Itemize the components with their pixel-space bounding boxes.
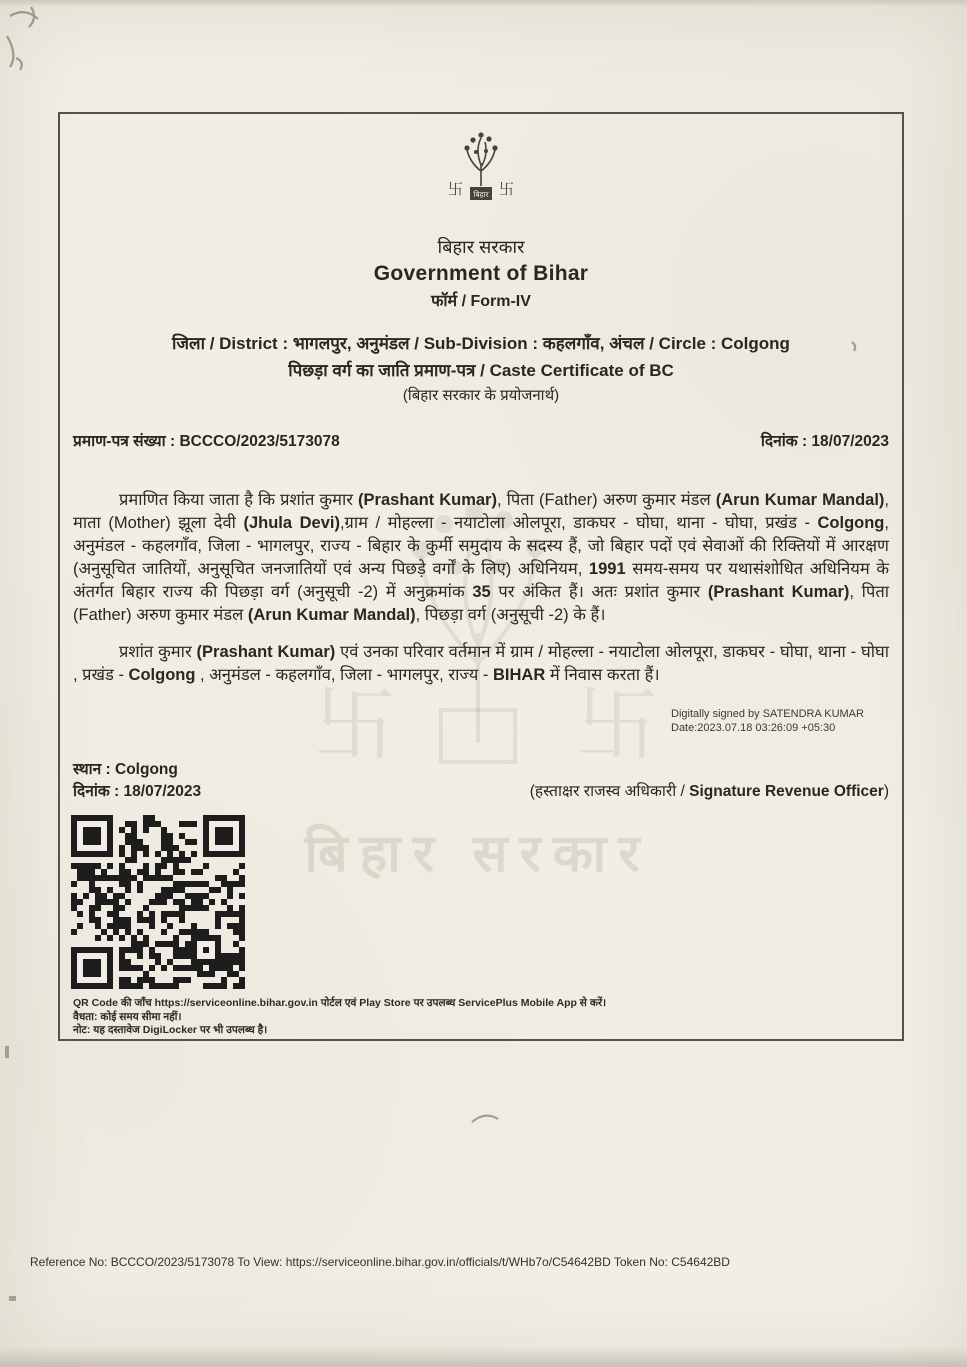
issue-date-label: दिनांक : [760, 433, 812, 450]
watermark-text: बिहार सरकार [304, 825, 652, 883]
note-validity: वैधता: कोई समय सीमा नहीं। [73, 1010, 182, 1023]
form-number-line: फॉर्म / Form-IV [431, 293, 531, 310]
certificate-number [73, 429, 340, 451]
digital-signature-line-1: Digitally signed by SATENDRA KUMAR [671, 708, 864, 720]
purpose-line: (बिहार सरकार के प्रयोजनार्थ) [402, 387, 560, 404]
certificate-body-paragraph-2: प्रशांत कुमार (Prashant Kumar) एवं उनका परिवार वर्तमान में ग्राम / मोहल्ला - नयाटोला ओलपूरा, डाकघर - घोघा, थाना - घोघा , प्रखंड - Colgong , अनुमंडल - कहलगाँव, जिला - भागलपुर, राज्य - BIHAR में निवास करता हैं। [73, 643, 889, 684]
svg-text:卐: 卐 [576, 680, 659, 771]
signature-officer-label: (हस्ताक्षर राजस्व अधिकारी / Signature Revenue Officer) [529, 783, 889, 800]
issue-date-value: 18/07/2023 [811, 433, 889, 450]
meta-row [73, 429, 889, 451]
certificate-number-value: BCCCO/2023/5173078 [179, 433, 340, 450]
certificate-qr-code [71, 815, 251, 991]
government-title-english: Government of Bihar [373, 262, 589, 285]
certificate-border-box [58, 112, 904, 1041]
emblem-caption: बिहार [473, 190, 489, 199]
issue-date [761, 429, 889, 451]
certificate-body-paragraph-1: प्रमाणित किया जाता है कि प्रशांत कुमार (Prashant Kumar), पिता (Father) अरुण कुमार मंडल (Arun Kumar Mandal), माता (Mother) झूला देवी (Jhula Devi),ग्राम / मोहल्ला - नयाटोला ओलपूरा, डाकघर - घोघा, थाना - घोघा, प्रखंड - Colgong, अनुमंडल - कहलगाँव, जिला - भागलपुर, राज्य - बिहार के कुर्मी समुदाय के सदस्य हैं, जो बिहार पदों एवं सेवाओं की रिक्तियों में आरक्षण (अनुसूचित जातियों, अनुसूचित जनजातियों एवं अन्य पिछड़े वर्गों के लिए) अधिनियम, 1991 समय-समय पर यथासंशोधित अधिनियम के अंतर्गत बिहार राज्य की पिछड़ा वर्ग (अनुसूची -2) में अनुक्रमांक 35 पर अंकित हैं। अतः प्रशांत कुमार (Prashant Kumar), पिता (Father) अरुण कुमार मंडल (Arun Kumar Mandal), पिछड़ा वर्ग (अनुसूची -2) के हैं। [73, 491, 890, 624]
date-line: दिनांक : 18/07/2023 [73, 783, 202, 800]
digital-signature-block [671, 707, 889, 735]
bihar-emblem-icon [433, 126, 529, 217]
notes-block [73, 997, 889, 1038]
place-date-block [73, 759, 201, 803]
caste-certificate-title: पिछड़ा वर्ग का जाति प्रमाण-पत्र / Caste Certificate of BC [288, 361, 674, 380]
footer-reference-line: Reference No: BCCCO/2023/5173078 To View: https://serviceonline.bihar.gov.in/officials/t/WHb7o/C54642BD Token No: C54642BD [30, 1255, 730, 1269]
government-title-hindi: बिहार सरकार [437, 237, 525, 257]
signature-row [73, 759, 889, 803]
note-digilocker: नोट: यह दस्तावेज DigiLocker पर भी उपलब्ध है। [73, 1024, 268, 1036]
scan-top-edge [0, 0, 967, 7]
scan-bottom-edge [0, 1347, 967, 1367]
emblem-swastika-left-icon: 卐 [448, 181, 464, 198]
digital-signature-line-2: Date:2023.07.18 03:26:09 +05:30 [671, 722, 836, 734]
place-line: स्थान : Colgong [73, 761, 178, 778]
emblem-swastika-right-icon: 卐 [499, 181, 515, 198]
district-subdivision-circle-line: जिला / District : भागलपुर, अनुमंडल / Sub-Division : कहलगाँव, अंचल / Circle : Colgong [172, 334, 790, 353]
svg-text:卐: 卐 [314, 680, 397, 771]
certificate-number-label: प्रमाण-पत्र संख्या : [73, 433, 180, 450]
note-qr-verification: QR Code की जाँच https://serviceonline.bihar.gov.in पोर्टल एवं Play Store पर उपलब्ध ServicePlus Mobile App से करें। [73, 997, 607, 1009]
